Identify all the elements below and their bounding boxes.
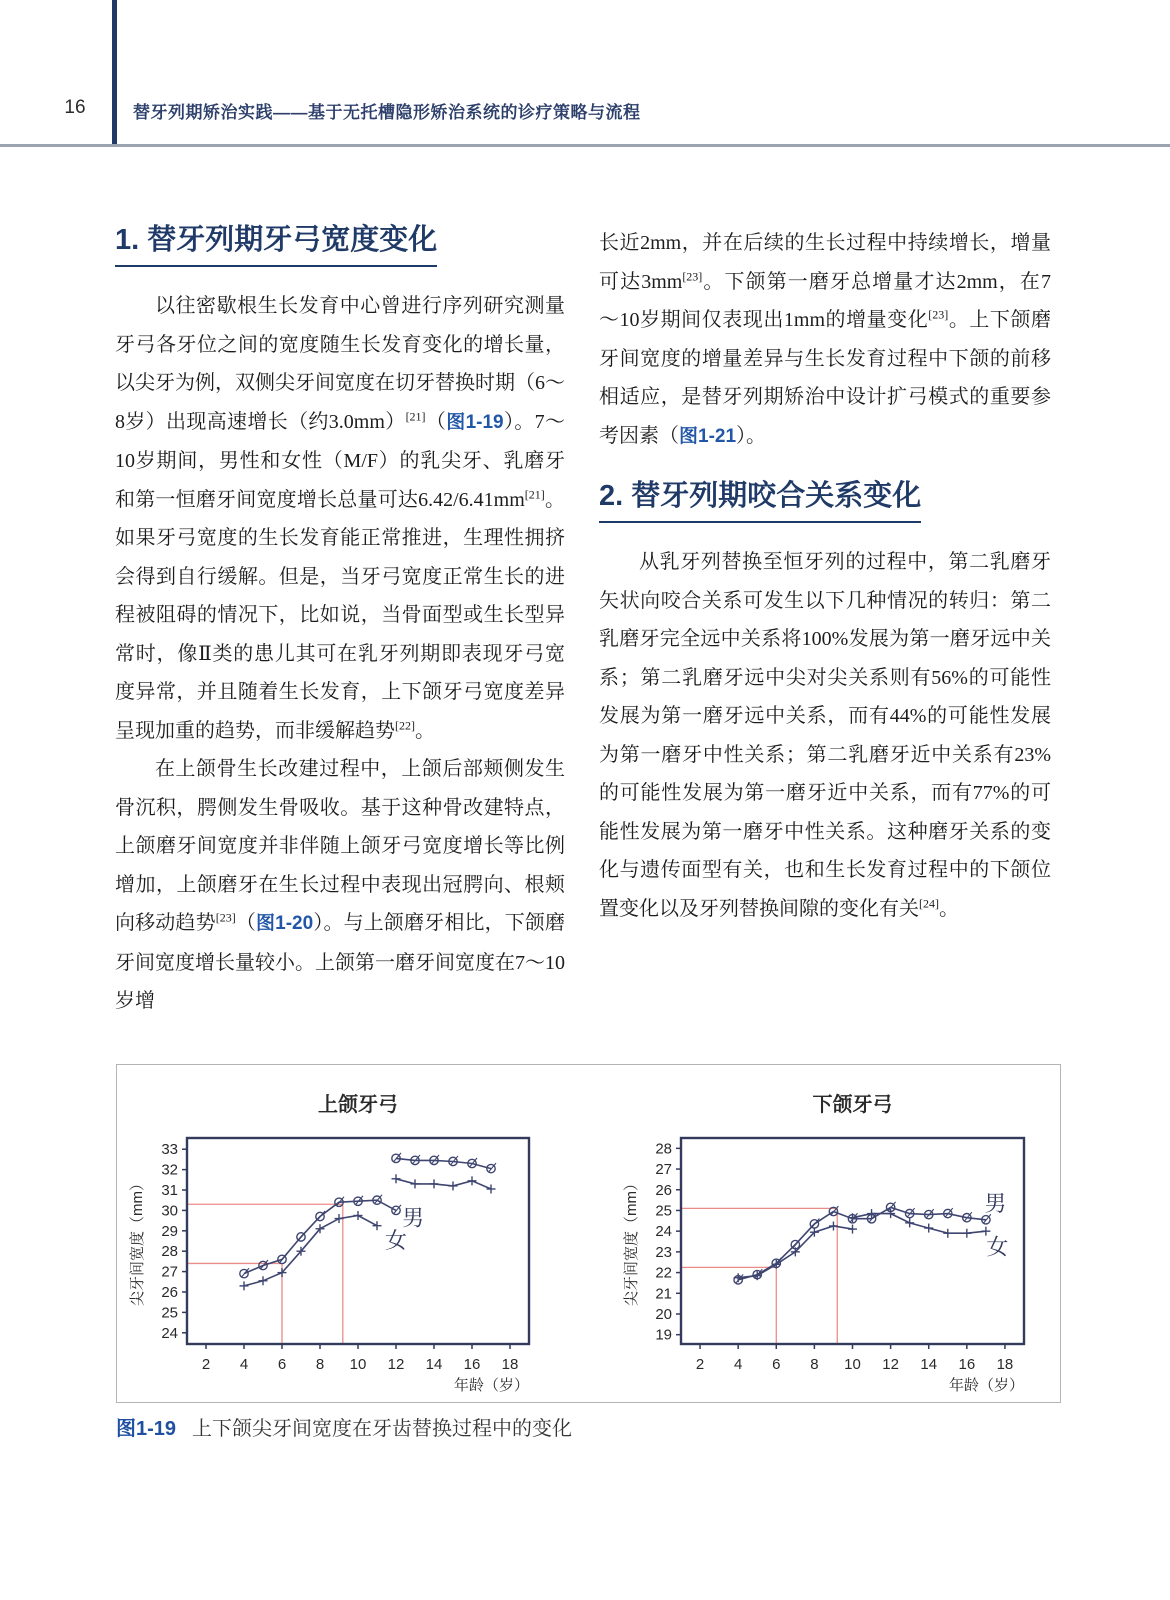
paragraph-arch-width-1: 以往密歇根生长发育中心曾进行序列研究测量牙弓各牙位之间的宽度随生长发育变化的增长量，以尖牙为例，双侧尖牙间宽度在切牙替换时期（6～8岁）出现高速增长（约3.0mm）[21]（图1-19）。7～10岁期间，男性和女性（M/F）的乳尖牙、乳磨牙和第一恒磨牙间宽度增长总量可达6.42/6.41mm[21]。如果牙弓宽度的生长发育能正常推进，生理性拥挤会得到自行缓解。但是，当牙弓宽度正常生长的进程被阻碍的情况下，比如说，当骨面型或生长型异常时，像Ⅱ类的患儿其可在乳牙列期即表现牙弓宽度异常，并且随着生长发育，上下颌牙弓宽度差异呈现加重的趋势，而非缓解趋势[22]。 [115, 295, 566, 742]
paragraph-occlusion-change: 从乳牙列替换至恒牙列的过程中，第二乳磨牙矢状向咬合关系可发生以下几种情况的转归：第二乳磨牙完全远中关系将100%发展为第一磨牙远中关系；第二乳磨牙远中尖对尖关系则有56%的可能性发展为第一磨牙远中关系，而有44%的可能性发展为第一磨牙中性关系；第二乳磨牙近中关系有23%的可能性发展为第一磨牙近中关系，而有77%的可能性发展为第一磨牙中性关系。这种磨牙关系的变化与遗传面型有关，也和生长发育过程中的下颌位置变化以及牙列替换间隙的变化有关[24]。 [599, 551, 1051, 920]
header-divider [0, 144, 1170, 147]
y-tick-label: 33 [161, 1141, 178, 1159]
y-tick-label: 24 [161, 1324, 178, 1342]
paragraph-arch-width-2: 在上颌骨生长改建过程中，上颌后部颊侧发生骨沉积，腭侧发生骨吸收。基于这种骨改建特点，上颌磨牙间宽度并非伴随上颌牙弓宽度增长等比例增加，上颌磨牙在生长过程中表现出冠腭向、根颊向移动趋势[23]（图1-20）。与上颌磨牙相比，下颌磨牙间宽度增长量较小。上颌第一磨牙间宽度在7～10岁增 [115, 758, 566, 1012]
y-tick-label: 25 [655, 1202, 672, 1220]
figure-reference: 图1-19 [446, 411, 504, 433]
y-tick-label: 23 [655, 1243, 672, 1261]
series-annotation: 男 [984, 1191, 1007, 1217]
reference-superscript: [21] [405, 408, 426, 423]
series-line [396, 1179, 491, 1189]
y-tick-label: 19 [655, 1326, 672, 1344]
paragraph-arch-width-continued: 长近2mm，并在后续的生长过程中持续增长，增量可达3mm[23]。下颌第一磨牙总增量才达2mm，在7～10岁期间仅表现出1mm的增量变化[23]。上下颌磨牙间宽度的增量差异与生长发育过程中下颌的前移相适应，是替牙列期矫治中设计扩弓模式的重要参考因素（图1-21）。 [599, 232, 1051, 447]
y-axis-label: 尖牙间宽度（mm） [623, 1176, 640, 1306]
y-tick-label: 30 [161, 1202, 178, 1220]
section-1-heading-text: 1. 替牙列期牙弓宽度变化 [115, 222, 437, 267]
x-tick-label: 16 [958, 1356, 976, 1373]
x-tick-label: 12 [387, 1356, 405, 1373]
series-annotation: 女 [986, 1234, 1009, 1260]
reference-superscript: [24] [919, 895, 939, 910]
figure-1-19 [116, 1064, 1061, 1403]
header-accent-bar [112, 0, 117, 146]
x-tick-label: 4 [239, 1356, 249, 1373]
figure-caption-label: 图1-19 [116, 1418, 177, 1440]
x-tick-label: 18 [501, 1356, 519, 1373]
reference-superscript: [21] [524, 486, 545, 501]
y-tick-label: 22 [655, 1264, 672, 1282]
y-tick-label: 32 [161, 1161, 178, 1179]
plot-frame [681, 1138, 1024, 1344]
y-tick-label: 26 [655, 1181, 672, 1199]
figure-reference: 图1-21 [679, 425, 737, 447]
y-tick-label: 28 [655, 1140, 672, 1158]
y-tick-label: 28 [161, 1243, 178, 1261]
plot-frame [187, 1138, 529, 1344]
figure-caption [116, 1412, 1056, 1441]
x-axis-label: 年龄（岁） [453, 1377, 529, 1394]
chart-lower-dental-arch [589, 1065, 1060, 1402]
x-tick-label: 6 [277, 1356, 287, 1373]
section-2-heading [599, 478, 1051, 523]
x-tick-label: 2 [695, 1356, 705, 1373]
x-tick-label: 12 [882, 1356, 899, 1373]
x-axis-label: 年龄（岁） [948, 1377, 1024, 1394]
running-header-title: 替牙列期矫治实践——基于无托槽隐形矫治系统的诊疗策略与流程 [133, 103, 641, 122]
y-tick-label: 24 [655, 1223, 672, 1241]
x-tick-label: 14 [920, 1356, 938, 1373]
reference-superscript: [23] [215, 910, 236, 925]
x-tick-label: 18 [996, 1356, 1014, 1373]
right-column [599, 224, 1051, 928]
section-2-heading-text: 2. 替牙列期咬合关系变化 [599, 478, 921, 523]
y-tick-label: 26 [161, 1283, 178, 1301]
reference-superscript: [23] [682, 268, 703, 283]
series-annotation: 女 [384, 1227, 408, 1253]
chart-upper-dental-arch [117, 1065, 589, 1402]
y-tick-label: 31 [161, 1182, 178, 1200]
y-tick-label: 21 [655, 1285, 672, 1303]
x-tick-label: 4 [733, 1356, 743, 1373]
x-tick-label: 10 [844, 1356, 861, 1373]
y-tick-label: 20 [655, 1305, 672, 1323]
chart-title: 下颌牙弓 [812, 1094, 893, 1116]
figure-reference: 图1-20 [256, 913, 314, 934]
x-tick-label: 2 [201, 1356, 211, 1373]
chart-title: 上颌牙弓 [318, 1094, 398, 1116]
y-axis-label: 尖牙间宽度（mm） [129, 1176, 146, 1306]
section-1-heading [115, 222, 565, 267]
y-tick-label: 27 [655, 1161, 672, 1179]
page-number: 16 [64, 97, 86, 118]
figure-caption-text: 上下颌尖牙间宽度在牙齿替换过程中的变化 [192, 1418, 573, 1440]
x-tick-label: 8 [315, 1356, 325, 1373]
x-tick-label: 14 [425, 1356, 443, 1373]
reference-superscript: [22] [395, 717, 415, 732]
y-tick-label: 29 [161, 1222, 178, 1240]
y-tick-label: 27 [161, 1263, 178, 1281]
series-annotation: 男 [402, 1205, 425, 1231]
left-column [115, 222, 565, 1021]
y-tick-label: 25 [161, 1304, 178, 1322]
x-tick-label: 10 [349, 1356, 367, 1373]
x-tick-label: 8 [810, 1356, 819, 1373]
reference-superscript: [23] [928, 307, 949, 322]
x-tick-label: 6 [772, 1356, 781, 1373]
x-tick-label: 16 [463, 1356, 481, 1373]
